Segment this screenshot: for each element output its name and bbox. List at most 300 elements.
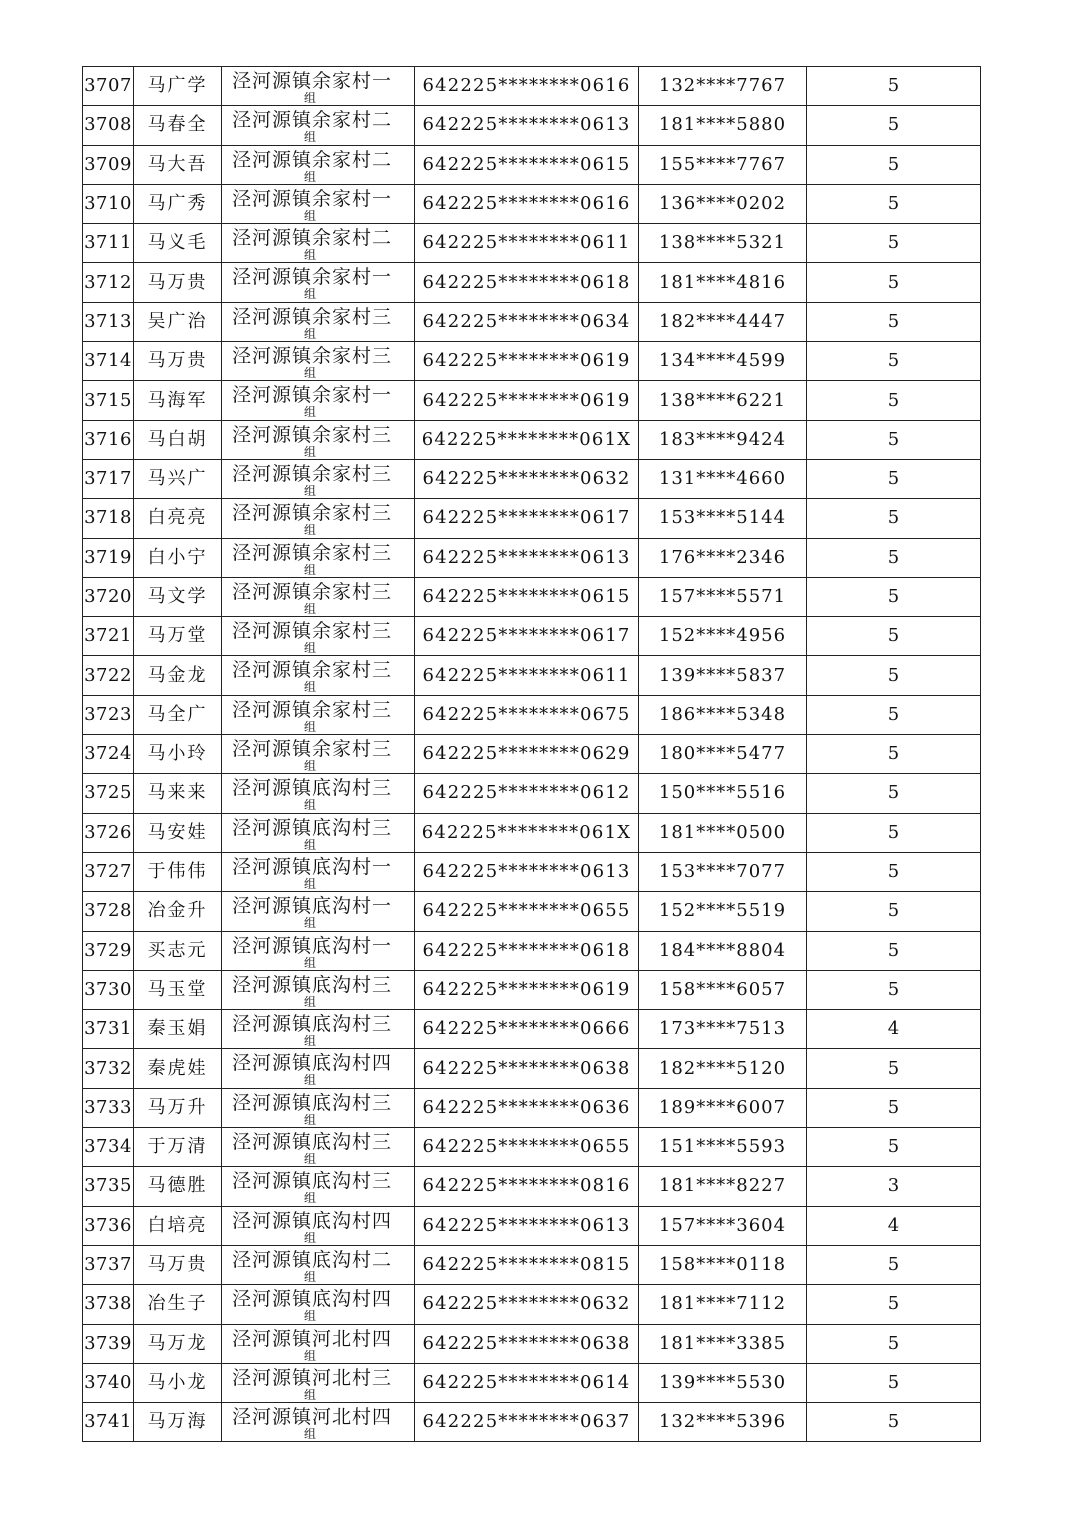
address-overflow-text: 组 <box>304 798 317 813</box>
table-row <box>83 381 981 420</box>
name-cell: 马海军 <box>134 381 222 420</box>
address-cell <box>222 538 415 577</box>
address-overflow-text: 组 <box>304 641 317 656</box>
address-cell <box>222 617 415 656</box>
name-cell: 马万贵 <box>134 342 222 381</box>
table-row <box>83 813 981 852</box>
count-cell: 5 <box>807 263 981 302</box>
address-text: 泾河源镇余家村一 <box>232 70 393 92</box>
address-cell <box>222 931 415 970</box>
name-cell: 马万海 <box>134 1403 222 1442</box>
address-text: 泾河源镇余家村三 <box>232 305 393 328</box>
row-number-cell: 3718 <box>83 499 134 538</box>
name-cell: 白亮亮 <box>134 499 222 538</box>
name-cell: 马白胡 <box>134 420 222 459</box>
row-number-cell: 3728 <box>83 892 134 931</box>
address-cell <box>222 656 415 695</box>
address-cell <box>222 67 415 106</box>
phone-cell: 157****5571 <box>639 577 807 616</box>
row-number-cell: 3707 <box>83 67 134 106</box>
id-number-cell: 642225********061X <box>415 420 639 459</box>
id-number-cell: 642225********0666 <box>415 1010 639 1049</box>
phone-cell: 180****5477 <box>639 735 807 774</box>
address-cell <box>222 1285 415 1324</box>
name-cell: 马广秀 <box>134 184 222 223</box>
address-text: 泾河源镇底沟村三 <box>232 1131 393 1154</box>
table-row <box>83 695 981 734</box>
id-number-cell: 642225********0634 <box>415 302 639 341</box>
name-cell: 马小玲 <box>134 735 222 774</box>
address-overflow-text: 组 <box>304 1427 317 1442</box>
name-cell: 马广学 <box>134 67 222 106</box>
table-row <box>83 106 981 145</box>
table-row <box>83 1206 981 1245</box>
count-cell: 5 <box>807 970 981 1009</box>
phone-cell: 155****7767 <box>639 145 807 184</box>
id-number-cell: 642225********0613 <box>415 1206 639 1245</box>
count-cell: 5 <box>807 381 981 420</box>
name-cell: 马文学 <box>134 577 222 616</box>
address-cell <box>222 1324 415 1363</box>
row-number-cell: 3737 <box>83 1245 134 1284</box>
row-number-cell: 3740 <box>83 1363 134 1402</box>
address-cell <box>222 852 415 891</box>
count-cell: 5 <box>807 577 981 616</box>
id-number-cell: 642225********0629 <box>415 735 639 774</box>
address-overflow-text: 组 <box>304 326 317 341</box>
table-row <box>83 1167 981 1206</box>
row-number-cell: 3720 <box>83 577 134 616</box>
phone-cell: 139****5837 <box>639 656 807 695</box>
address-cell <box>222 1206 415 1245</box>
count-cell: 5 <box>807 1088 981 1127</box>
name-cell: 马金龙 <box>134 656 222 695</box>
table-row <box>83 342 981 381</box>
address-cell <box>222 1167 415 1206</box>
row-number-cell: 3716 <box>83 420 134 459</box>
table-row <box>83 1285 981 1324</box>
id-number-cell: 642225********0617 <box>415 499 639 538</box>
table-row <box>83 302 981 341</box>
row-number-cell: 3732 <box>83 1049 134 1088</box>
phone-cell: 150****5516 <box>639 774 807 813</box>
count-cell: 5 <box>807 892 981 931</box>
name-cell: 马春全 <box>134 106 222 145</box>
phone-cell: 131****4660 <box>639 459 807 498</box>
address-overflow-text: 组 <box>304 130 317 145</box>
id-number-cell: 642225********0637 <box>415 1403 639 1442</box>
address-text: 泾河源镇底沟村三 <box>232 1091 393 1114</box>
address-text: 泾河源镇底沟村三 <box>232 1170 393 1193</box>
address-overflow-text: 组 <box>304 562 317 577</box>
id-number-cell: 642225********061X <box>415 813 639 852</box>
table-row <box>83 420 981 459</box>
id-number-cell: 642225********0632 <box>415 1285 639 1324</box>
address-cell <box>222 342 415 381</box>
count-cell: 5 <box>807 656 981 695</box>
phone-cell: 151****5593 <box>639 1128 807 1167</box>
id-number-cell: 642225********0816 <box>415 1167 639 1206</box>
row-number-cell: 3741 <box>83 1403 134 1442</box>
name-cell: 马大吾 <box>134 145 222 184</box>
count-cell: 5 <box>807 1363 981 1402</box>
id-number-cell: 642225********0613 <box>415 852 639 891</box>
address-text: 泾河源镇余家村二 <box>232 148 393 171</box>
address-text: 泾河源镇余家村三 <box>232 738 393 761</box>
row-number-cell: 3714 <box>83 342 134 381</box>
address-cell <box>222 1049 415 1088</box>
address-overflow-text: 组 <box>304 1269 317 1284</box>
id-number-cell: 642225********0615 <box>415 145 639 184</box>
phone-cell: 157****3604 <box>639 1206 807 1245</box>
row-number-cell: 3734 <box>83 1128 134 1167</box>
id-number-cell: 642225********0619 <box>415 342 639 381</box>
address-cell <box>222 1128 415 1167</box>
address-overflow-text: 组 <box>304 1230 317 1245</box>
table-row <box>83 577 981 616</box>
phone-cell: 132****7767 <box>639 67 807 106</box>
row-number-cell: 3709 <box>83 145 134 184</box>
roster-body <box>83 67 981 1442</box>
name-cell: 马安娃 <box>134 813 222 852</box>
table-row <box>83 656 981 695</box>
row-number-cell: 3717 <box>83 459 134 498</box>
address-text: 泾河源镇底沟村四 <box>232 1209 393 1232</box>
phone-cell: 182****4447 <box>639 302 807 341</box>
phone-cell: 158****0118 <box>639 1245 807 1284</box>
address-overflow-text: 组 <box>304 1191 317 1206</box>
address-cell <box>222 1088 415 1127</box>
address-text: 泾河源镇余家村一 <box>232 266 393 289</box>
id-number-cell: 642225********0638 <box>415 1324 639 1363</box>
name-cell: 于伟伟 <box>134 852 222 891</box>
roster-table <box>82 66 981 1442</box>
count-cell: 5 <box>807 1285 981 1324</box>
count-cell: 5 <box>807 224 981 263</box>
id-number-cell: 642225********0655 <box>415 892 639 931</box>
address-overflow-text: 组 <box>304 208 317 223</box>
id-number-cell: 642225********0636 <box>415 1088 639 1127</box>
table-row <box>83 617 981 656</box>
address-overflow-text: 组 <box>304 1112 317 1127</box>
count-cell: 5 <box>807 538 981 577</box>
address-overflow-text: 组 <box>304 680 317 695</box>
address-text: 泾河源镇余家村三 <box>232 462 393 485</box>
table-row <box>83 538 981 577</box>
address-text: 泾河源镇河北村三 <box>232 1366 393 1389</box>
table-row <box>83 184 981 223</box>
id-number-cell: 642225********0618 <box>415 931 639 970</box>
table-row <box>83 499 981 538</box>
table-row <box>83 1363 981 1402</box>
address-overflow-text: 组 <box>304 1309 317 1324</box>
count-cell: 5 <box>807 617 981 656</box>
table-row <box>83 67 981 106</box>
count-cell: 5 <box>807 145 981 184</box>
address-text: 泾河源镇底沟村三 <box>232 816 393 839</box>
name-cell: 冶金升 <box>134 892 222 931</box>
address-overflow-text: 组 <box>304 1073 317 1088</box>
count-cell: 5 <box>807 420 981 459</box>
address-text: 泾河源镇余家村三 <box>232 620 393 643</box>
phone-cell: 138****5321 <box>639 224 807 263</box>
count-cell: 5 <box>807 1049 981 1088</box>
count-cell: 5 <box>807 1245 981 1284</box>
row-number-cell: 3729 <box>83 931 134 970</box>
address-overflow-text: 组 <box>304 287 317 302</box>
phone-cell: 153****5144 <box>639 499 807 538</box>
table-row <box>83 1245 981 1284</box>
phone-cell: 186****5348 <box>639 695 807 734</box>
address-text: 泾河源镇余家村三 <box>232 541 393 564</box>
table-row <box>83 735 981 774</box>
phone-cell: 181****8227 <box>639 1167 807 1206</box>
address-cell <box>222 1403 415 1442</box>
table-row <box>83 224 981 263</box>
table-row <box>83 852 981 891</box>
name-cell: 于万清 <box>134 1128 222 1167</box>
table-row <box>83 459 981 498</box>
address-text: 泾河源镇底沟村三 <box>232 973 393 996</box>
phone-cell: 182****5120 <box>639 1049 807 1088</box>
count-cell: 5 <box>807 695 981 734</box>
name-cell: 秦虎娃 <box>134 1049 222 1088</box>
row-number-cell: 3711 <box>83 224 134 263</box>
count-cell: 4 <box>807 1010 981 1049</box>
address-cell <box>222 1010 415 1049</box>
address-overflow-text: 组 <box>304 1034 317 1049</box>
address-cell <box>222 1245 415 1284</box>
phone-cell: 152****4956 <box>639 617 807 656</box>
address-cell <box>222 381 415 420</box>
phone-cell: 181****3385 <box>639 1324 807 1363</box>
name-cell: 马全广 <box>134 695 222 734</box>
name-cell: 马义毛 <box>134 224 222 263</box>
table-row <box>83 263 981 302</box>
name-cell: 马万贵 <box>134 263 222 302</box>
id-number-cell: 642225********0611 <box>415 656 639 695</box>
id-number-cell: 642225********0632 <box>415 459 639 498</box>
address-cell <box>222 774 415 813</box>
count-cell: 5 <box>807 184 981 223</box>
name-cell: 秦玉娟 <box>134 1010 222 1049</box>
count-cell: 5 <box>807 1324 981 1363</box>
address-cell <box>222 1363 415 1402</box>
table-row <box>83 1403 981 1442</box>
count-cell: 5 <box>807 931 981 970</box>
address-cell <box>222 224 415 263</box>
table-row <box>83 892 981 931</box>
address-text: 泾河源镇余家村一 <box>232 384 393 407</box>
count-cell: 5 <box>807 735 981 774</box>
name-cell: 冶生子 <box>134 1285 222 1324</box>
phone-cell: 153****7077 <box>639 852 807 891</box>
address-overflow-text: 组 <box>304 444 317 459</box>
address-text: 泾河源镇余家村三 <box>232 423 393 446</box>
count-cell: 5 <box>807 67 981 106</box>
phone-cell: 138****6221 <box>639 381 807 420</box>
address-cell <box>222 263 415 302</box>
id-number-cell: 642225********0616 <box>415 184 639 223</box>
address-overflow-text: 组 <box>304 719 317 734</box>
table-row <box>83 970 981 1009</box>
row-number-cell: 3724 <box>83 735 134 774</box>
phone-cell: 158****6057 <box>639 970 807 1009</box>
name-cell: 吴广治 <box>134 302 222 341</box>
address-cell <box>222 970 415 1009</box>
address-text: 泾河源镇河北村四 <box>232 1406 393 1429</box>
name-cell: 马万堂 <box>134 617 222 656</box>
table-row <box>83 1324 981 1363</box>
address-text: 泾河源镇余家村二 <box>232 109 393 132</box>
count-cell: 4 <box>807 1206 981 1245</box>
phone-cell: 132****5396 <box>639 1403 807 1442</box>
count-cell: 5 <box>807 302 981 341</box>
phone-cell: 136****0202 <box>639 184 807 223</box>
address-cell <box>222 577 415 616</box>
phone-cell: 152****5519 <box>639 892 807 931</box>
count-cell: 5 <box>807 1128 981 1167</box>
phone-cell: 139****5530 <box>639 1363 807 1402</box>
id-number-cell: 642225********0815 <box>415 1245 639 1284</box>
name-cell: 马德胜 <box>134 1167 222 1206</box>
row-number-cell: 3708 <box>83 106 134 145</box>
count-cell: 3 <box>807 1167 981 1206</box>
phone-cell: 181****5880 <box>639 106 807 145</box>
row-number-cell: 3715 <box>83 381 134 420</box>
address-text: 泾河源镇底沟村一 <box>232 855 393 878</box>
row-number-cell: 3713 <box>83 302 134 341</box>
address-text: 泾河源镇底沟村四 <box>232 1052 393 1075</box>
address-cell <box>222 459 415 498</box>
name-cell: 买志元 <box>134 931 222 970</box>
name-cell: 马万升 <box>134 1088 222 1127</box>
row-number-cell: 3739 <box>83 1324 134 1363</box>
address-cell <box>222 892 415 931</box>
address-overflow-text: 组 <box>304 169 317 184</box>
address-overflow-text: 组 <box>304 405 317 420</box>
id-number-cell: 642225********0614 <box>415 1363 639 1402</box>
count-cell: 5 <box>807 342 981 381</box>
id-number-cell: 642225********0612 <box>415 774 639 813</box>
row-number-cell: 3730 <box>83 970 134 1009</box>
address-cell <box>222 499 415 538</box>
address-text: 泾河源镇余家村二 <box>232 227 393 250</box>
address-text: 泾河源镇河北村四 <box>232 1327 393 1350</box>
row-number-cell: 3722 <box>83 656 134 695</box>
phone-cell: 183****9424 <box>639 420 807 459</box>
address-overflow-text: 组 <box>304 759 317 774</box>
address-cell <box>222 420 415 459</box>
row-number-cell: 3712 <box>83 263 134 302</box>
address-text: 泾河源镇余家村三 <box>232 345 393 368</box>
address-text: 泾河源镇余家村三 <box>232 698 393 721</box>
row-number-cell: 3735 <box>83 1167 134 1206</box>
address-overflow-text: 组 <box>304 1348 317 1363</box>
row-number-cell: 3723 <box>83 695 134 734</box>
address-text: 泾河源镇底沟村一 <box>232 895 393 918</box>
address-cell <box>222 695 415 734</box>
id-number-cell: 642225********0619 <box>415 381 639 420</box>
row-number-cell: 3736 <box>83 1206 134 1245</box>
table-row <box>83 1010 981 1049</box>
row-number-cell: 3721 <box>83 617 134 656</box>
table-row <box>83 1049 981 1088</box>
table-row <box>83 931 981 970</box>
row-number-cell: 3727 <box>83 852 134 891</box>
phone-cell: 184****8804 <box>639 931 807 970</box>
address-text: 泾河源镇底沟村三 <box>232 1013 393 1036</box>
address-overflow-text: 组 <box>304 1387 317 1402</box>
name-cell: 马来来 <box>134 774 222 813</box>
count-cell: 5 <box>807 499 981 538</box>
address-text: 泾河源镇底沟村三 <box>232 777 393 800</box>
address-overflow-text: 组 <box>304 601 317 616</box>
count-cell: 5 <box>807 1403 981 1442</box>
id-number-cell: 642225********0615 <box>415 577 639 616</box>
address-cell <box>222 735 415 774</box>
row-number-cell: 3710 <box>83 184 134 223</box>
id-number-cell: 642225********0618 <box>415 263 639 302</box>
row-number-cell: 3726 <box>83 813 134 852</box>
count-cell: 5 <box>807 459 981 498</box>
table-row <box>83 1128 981 1167</box>
count-cell: 5 <box>807 813 981 852</box>
address-text: 泾河源镇底沟村四 <box>232 1288 393 1311</box>
address-cell <box>222 145 415 184</box>
table-row <box>83 145 981 184</box>
row-number-cell: 3719 <box>83 538 134 577</box>
address-overflow-text: 组 <box>304 955 317 970</box>
name-cell: 马万龙 <box>134 1324 222 1363</box>
phone-cell: 173****7513 <box>639 1010 807 1049</box>
row-number-cell: 3738 <box>83 1285 134 1324</box>
address-text: 泾河源镇余家村一 <box>232 187 393 210</box>
row-number-cell: 3725 <box>83 774 134 813</box>
address-text: 泾河源镇余家村三 <box>232 659 393 682</box>
count-cell: 5 <box>807 106 981 145</box>
address-text: 泾河源镇底沟村一 <box>232 934 393 957</box>
address-cell <box>222 813 415 852</box>
id-number-cell: 642225********0613 <box>415 106 639 145</box>
address-overflow-text: 组 <box>304 916 317 931</box>
phone-cell: 181****7112 <box>639 1285 807 1324</box>
name-cell: 马小龙 <box>134 1363 222 1402</box>
row-number-cell: 3733 <box>83 1088 134 1127</box>
name-cell: 马玉堂 <box>134 970 222 1009</box>
name-cell: 白培亮 <box>134 1206 222 1245</box>
address-overflow-text: 组 <box>304 366 317 381</box>
id-number-cell: 642225********0655 <box>415 1128 639 1167</box>
address-overflow-text: 组 <box>304 1152 317 1167</box>
name-cell: 马兴广 <box>134 459 222 498</box>
address-cell <box>222 302 415 341</box>
address-text: 泾河源镇余家村三 <box>232 502 393 525</box>
id-number-cell: 642225********0613 <box>415 538 639 577</box>
id-number-cell: 642225********0617 <box>415 617 639 656</box>
id-number-cell: 642225********0616 <box>415 67 639 106</box>
phone-cell: 134****4599 <box>639 342 807 381</box>
phone-cell: 181****4816 <box>639 263 807 302</box>
address-text: 泾河源镇底沟村二 <box>232 1248 393 1271</box>
table-row <box>83 1088 981 1127</box>
id-number-cell: 642225********0611 <box>415 224 639 263</box>
id-number-cell: 642225********0619 <box>415 970 639 1009</box>
count-cell: 5 <box>807 774 981 813</box>
address-overflow-text: 组 <box>304 483 317 498</box>
name-cell: 马万贵 <box>134 1245 222 1284</box>
count-cell: 5 <box>807 852 981 891</box>
